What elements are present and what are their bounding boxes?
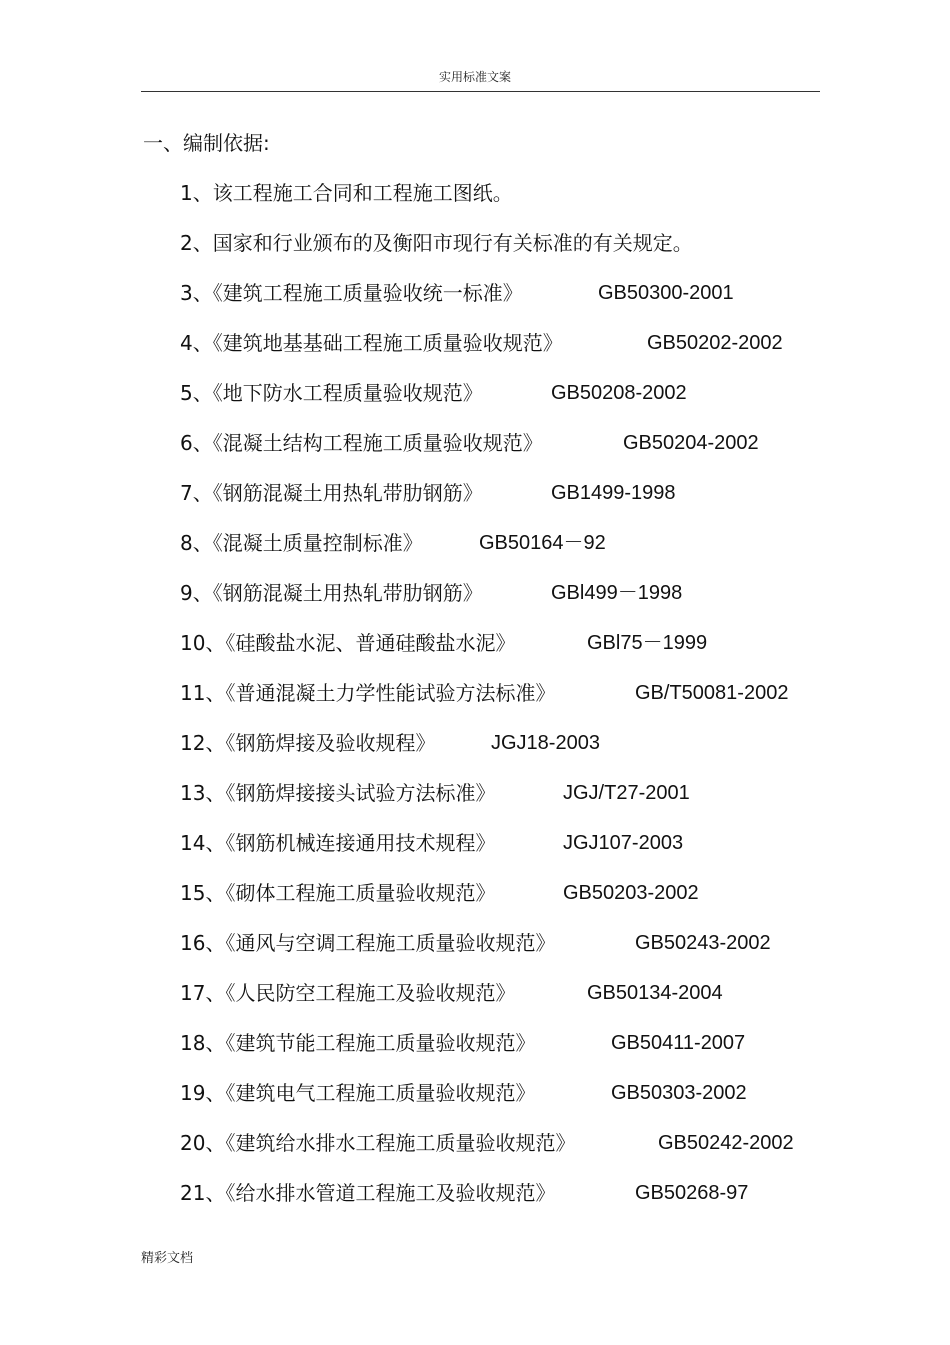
standard-code: GBl499－1998 (551, 582, 683, 604)
standard-title: 2、国家和行业颁布的及衡阳市现行有关标准的有关规定。 (180, 231, 693, 255)
standard-code: GB50164－92 (479, 532, 606, 554)
list-item (180, 980, 723, 1006)
standard-code: GB50242-2002 (658, 1132, 794, 1154)
standard-code: GB50303-2002 (611, 1082, 747, 1104)
page-footer: 精彩文档 (141, 1251, 194, 1266)
list-item (180, 330, 783, 356)
standard-code: GB50243-2002 (635, 932, 771, 954)
standard-title: 12、《钢筋焊接及验收规程》 (180, 731, 436, 755)
standard-title: 16、《通风与空调工程施工质量验收规范》 (180, 931, 556, 955)
standard-title: 8、《混凝土质量控制标准》 (180, 531, 423, 555)
standard-title: 6、《混凝土结构工程施工质量验收规范》 (180, 431, 543, 455)
list-item (180, 230, 693, 256)
standard-title: 18、《建筑节能工程施工质量验收规范》 (180, 1031, 536, 1055)
standard-title: 17、《人民防空工程施工及验收规范》 (180, 981, 516, 1005)
standard-title: 13、《钢筋焊接接头试验方法标准》 (180, 781, 496, 805)
list-item (180, 930, 771, 956)
standard-code: GB50204-2002 (623, 432, 759, 454)
standard-title: 20、《建筑给水排水工程施工质量验收规范》 (180, 1131, 576, 1155)
standard-title: 3、《建筑工程施工质量验收统一标准》 (180, 281, 523, 305)
standard-code: GBl75－1999 (587, 632, 708, 654)
list-item (180, 380, 687, 406)
list-item (180, 630, 708, 656)
standard-title: 14、《钢筋机械连接通用技术规程》 (180, 831, 496, 855)
standard-title: 5、《地下防水工程质量验收规范》 (180, 381, 483, 405)
standard-title: 7、《钢筋混凝土用热轧带肋钢筋》 (180, 481, 483, 505)
standard-code: JGJ107-2003 (563, 832, 684, 854)
list-item (180, 530, 606, 556)
standard-title: 4、《建筑地基基础工程施工质量验收规范》 (180, 331, 563, 355)
standard-title: 19、《建筑电气工程施工质量验收规范》 (180, 1081, 536, 1105)
standard-code: GB50268-97 (635, 1182, 749, 1204)
list-item (180, 430, 759, 456)
standard-title: 1、该工程施工合同和工程施工图纸。 (180, 181, 513, 205)
standard-code: GB50203-2002 (563, 882, 699, 904)
standard-code: GB/T50081-2002 (635, 682, 789, 704)
list-item (180, 730, 600, 756)
standard-code: GB1499-1998 (551, 482, 676, 504)
standard-title: 21、《给水排水管道工程施工及验收规范》 (180, 1181, 556, 1205)
standard-code: JGJ/T27-2001 (563, 782, 690, 804)
standard-title: 10、《硅酸盐水泥、普通硅酸盐水泥》 (180, 631, 516, 655)
list-item (180, 480, 676, 506)
list-item (180, 1130, 794, 1156)
list-item (180, 780, 690, 806)
list-item (180, 880, 699, 906)
list-item (180, 580, 683, 606)
standard-code: JGJ18-2003 (491, 732, 600, 754)
list-item (180, 1030, 746, 1056)
list-item (180, 830, 684, 856)
standard-code: GB50300-2001 (598, 282, 734, 304)
section-title: 一、编制依据: (143, 131, 270, 155)
header-divider (141, 91, 820, 92)
standard-title: 15、《砌体工程施工质量验收规范》 (180, 881, 496, 905)
list-item (180, 680, 789, 706)
standard-title: 9、《钢筋混凝土用热轧带肋钢筋》 (180, 581, 483, 605)
page-header: 实用标准文案 (438, 70, 511, 84)
list-item (180, 180, 513, 206)
standard-code: GB50202-2002 (647, 332, 783, 354)
standard-title: 11、《普通混凝土力学性能试验方法标准》 (180, 681, 556, 705)
standard-code: GB50134-2004 (587, 982, 723, 1004)
list-item (180, 1080, 747, 1106)
standard-code: GB50411-2007 (611, 1032, 746, 1054)
list-item (180, 280, 734, 306)
standard-code: GB50208-2002 (551, 382, 687, 404)
list-item (180, 1180, 749, 1206)
